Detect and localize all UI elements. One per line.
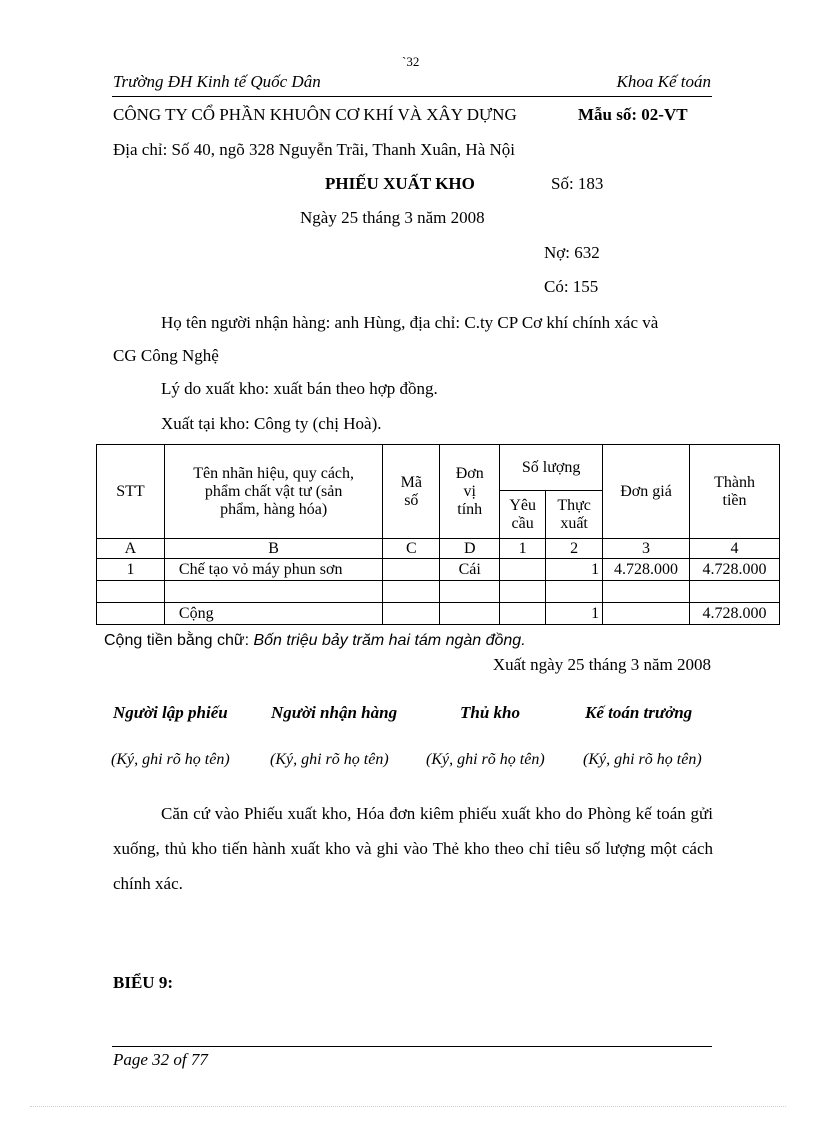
body-paragraph: Căn cứ vào Phiếu xuất kho, Hóa đơn kiêm phiếu xuất kho do Phòng kế toán gửi xuống, thủ kho tiến hành xuất kho và ghi vào Thẻ kho theo chỉ tiêu số lượng một cách chính xác. [113,804,713,893]
total-label: Cộng [164,603,382,625]
row-qty-requested [500,559,546,581]
header-qty-requested: Yêu cầu [500,491,546,539]
warehouse-line: Xuất tại kho: Công ty (chị Hoà). [161,414,382,433]
signature-title-receiver: Người nhận hàng [271,703,398,722]
header-faculty: Khoa Kế toán [616,72,711,91]
signature-note-preparer: (Ký, ghi rõ họ tên) [111,751,230,768]
receiver-line-1: Họ tên người nhận hàng: anh Hùng, địa chỉ: C.ty CP Cơ khí chính xác và [161,313,659,332]
company-address: Địa chỉ: Số 40, ngõ 328 Nguyễn Trãi, Thanh Xuân, Hà Nội [113,140,515,159]
row-unit-price: 4.728.000 [603,559,690,581]
page-number: `32 [402,54,420,69]
debit-account: Nợ: 632 [544,243,600,262]
signature-note-storekeeper: (Ký, ghi rõ họ tên) [426,751,545,768]
form-number: Mẫu số: 02-VT [578,105,688,124]
table-row-empty [97,581,780,603]
total-amount: 4.728.000 [690,603,780,625]
footer-rule [112,1046,712,1047]
section-label: BIỂU 9: [113,973,173,992]
header-unit: Đơn vị tính [440,445,500,539]
header-amount: Thành tiền [690,445,780,539]
code-cell: 1 [500,539,546,559]
code-cell: B [164,539,382,559]
total-qty-actual: 1 [546,603,603,625]
signature-note-receiver: (Ký, ghi rõ họ tên) [270,751,389,768]
row-stt: 1 [97,559,165,581]
export-date: Xuất ngày 25 tháng 3 năm 2008 [492,655,711,674]
page-edge-line [30,1106,786,1107]
table-total-row [97,603,780,625]
company-name: CÔNG TY CỔ PHẦN KHUÔN CƠ KHÍ VÀ XÂY DỰNG [113,105,517,124]
signature-title-preparer: Người lập phiếu [113,703,228,722]
table-row [97,559,780,581]
voucher-date: Ngày 25 tháng 3 năm 2008 [300,208,485,227]
column-code-row [97,539,780,559]
header-code: Mã số [383,445,440,539]
credit-account: Có: 155 [544,277,599,296]
header-university: Trường ĐH Kinh tế Quốc Dân [113,72,321,91]
export-reason: Lý do xuất kho: xuất bán theo hợp đồng. [161,379,438,398]
header-unit-price: Đơn giá [603,445,690,539]
code-cell: D [440,539,500,559]
voucher-title: PHIẾU XUẤT KHO [325,174,475,193]
header-qty-actual: Thực xuất [546,491,603,539]
page-footer: Page 32 of 77 [113,1050,208,1069]
export-table [96,444,780,625]
row-code [383,559,440,581]
amount-in-words: Cộng tiền bằng chữ: Bốn triệu bảy trăm hai tám ngàn đồng. [104,632,526,649]
code-cell: 2 [546,539,603,559]
code-cell: 4 [690,539,780,559]
code-cell: C [383,539,440,559]
signature-title-chief-accountant: Kế toán trưởng [585,703,693,722]
row-unit: Cái [440,559,500,581]
row-item-name: Chế tạo vỏ máy phun sơn [164,559,382,581]
signature-note-chief-accountant: (Ký, ghi rõ họ tên) [583,751,702,768]
voucher-number: Số: 183 [551,174,604,193]
signature-title-storekeeper: Thủ kho [460,703,520,722]
header-rule [112,96,712,97]
header-quantity: Số lượng [500,445,603,491]
row-qty-actual: 1 [546,559,603,581]
header-stt: STT [97,445,165,539]
table-header-row [97,445,780,491]
header-item-name: Tên nhãn hiệu, quy cách, phẩm chất vật tư (sản phẩm, hàng hóa) [164,445,382,539]
code-cell: A [97,539,165,559]
code-cell: 3 [603,539,690,559]
row-amount: 4.728.000 [690,559,780,581]
receiver-line-2: CG Công Nghệ [113,346,219,365]
